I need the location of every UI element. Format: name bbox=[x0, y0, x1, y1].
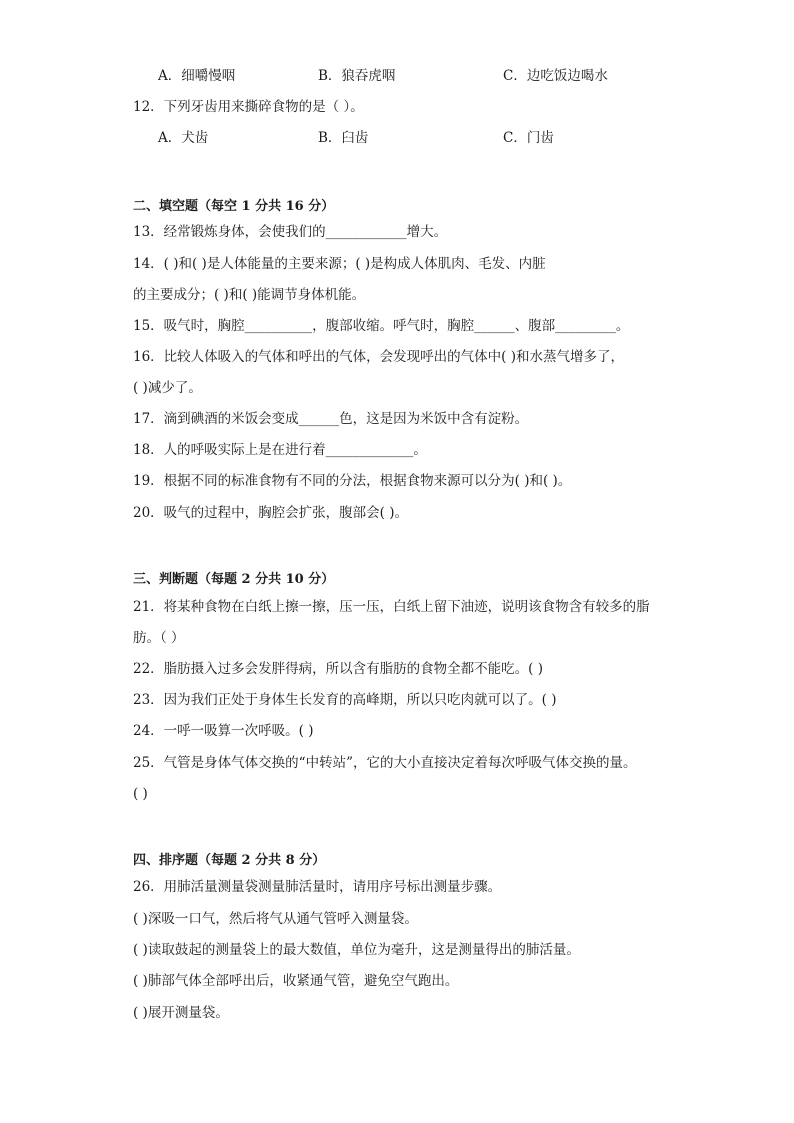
q12-stem: 12．下列牙齿用来撕碎食物的是（ ）。 bbox=[133, 99, 364, 115]
question-18: 18．人的呼吸实际上是在进行着_____________。 bbox=[133, 442, 427, 458]
question-22: 22．脂肪摄入过多会发胖得病，所以含有脂肪的食物全都不能吃。( ) bbox=[133, 661, 544, 677]
question-25-line2: ( ) bbox=[133, 786, 148, 802]
q12-option-b: B．臼齿 bbox=[318, 130, 369, 146]
question-21-line1: 21．将某种食物在白纸上擦一擦，压一压，白纸上留下油迹，说明该食物含有较多的脂 bbox=[133, 599, 650, 615]
q11-option-c: C．边吃饭边喝水 bbox=[503, 68, 608, 84]
q12-option-a: A．犬齿 bbox=[158, 130, 209, 146]
q12-option-c: C．门齿 bbox=[503, 130, 554, 146]
question-26-step-4: ( )展开测量袋。 bbox=[133, 1005, 229, 1021]
question-16-line2: ( )减少了。 bbox=[133, 380, 202, 396]
question-14-line1: 14．( )和( )是人体能量的主要来源；( )是构成人体肌肉、毛发、内脏 bbox=[133, 256, 546, 272]
question-24: 24．一呼一吸算一次呼吸。( ) bbox=[133, 723, 314, 739]
question-19: 19．根据不同的标准食物有不同的分法，根据食物来源可以分为( )和( )。 bbox=[133, 473, 572, 489]
q11-option-b: B．狼吞虎咽 bbox=[318, 68, 396, 84]
section-heading-true-false: 三、判断题（每题 2 分共 10 分） bbox=[133, 572, 335, 587]
question-26-step-1: ( )深吸一口气，然后将气从通气管呼入测量袋。 bbox=[133, 911, 418, 927]
question-20: 20．吸气的过程中，胸腔会扩张，腹部会( )。 bbox=[133, 505, 409, 521]
question-23: 23．因为我们正处于身体生长发育的高峰期，所以只吃肉就可以了。( ) bbox=[133, 692, 557, 708]
question-16-line1: 16．比较人体吸入的气体和呼出的气体，会发现呼出的气体中( )和水蒸气增多了， bbox=[133, 349, 625, 365]
section-heading-fill-blank: 二、填空题（每空 1 分共 16 分） bbox=[133, 199, 335, 214]
question-13: 13．经常锻炼身体，会使我们的____________增大。 bbox=[133, 224, 448, 240]
question-17: 17．滴到碘酒的米饭会变成______色，这是因为米饭中含有淀粉。 bbox=[133, 411, 529, 427]
question-14-line2: 的主要成分；( )和( )能调节身体机能。 bbox=[133, 287, 366, 303]
question-26-step-3: ( )肺部气体全部呼出后，收紧通气管，避免空气跑出。 bbox=[133, 973, 459, 989]
question-25-line1: 25．气管是身体气体交换的“中转站”，它的大小直接决定着每次呼吸气体交换的量。 bbox=[133, 755, 637, 771]
q11-option-a: A．细嚼慢咽 bbox=[158, 68, 236, 84]
question-15: 15．吸气时，胸腔__________，腹部收缩。呼气时，胸腔______、腹部_________。 bbox=[133, 318, 630, 334]
question-21-line2: 肪。（ ） bbox=[133, 630, 185, 646]
section-heading-ordering: 四、排序题（每题 2 分共 8 分） bbox=[133, 853, 326, 868]
question-26: 26．用肺活量测量袋测量肺活量时，请用序号标出测量步骤。 bbox=[133, 879, 502, 895]
question-26-step-2: ( )读取鼓起的测量袋上的最大数值，单位为毫升，这是测量得出的肺活量。 bbox=[133, 942, 580, 958]
